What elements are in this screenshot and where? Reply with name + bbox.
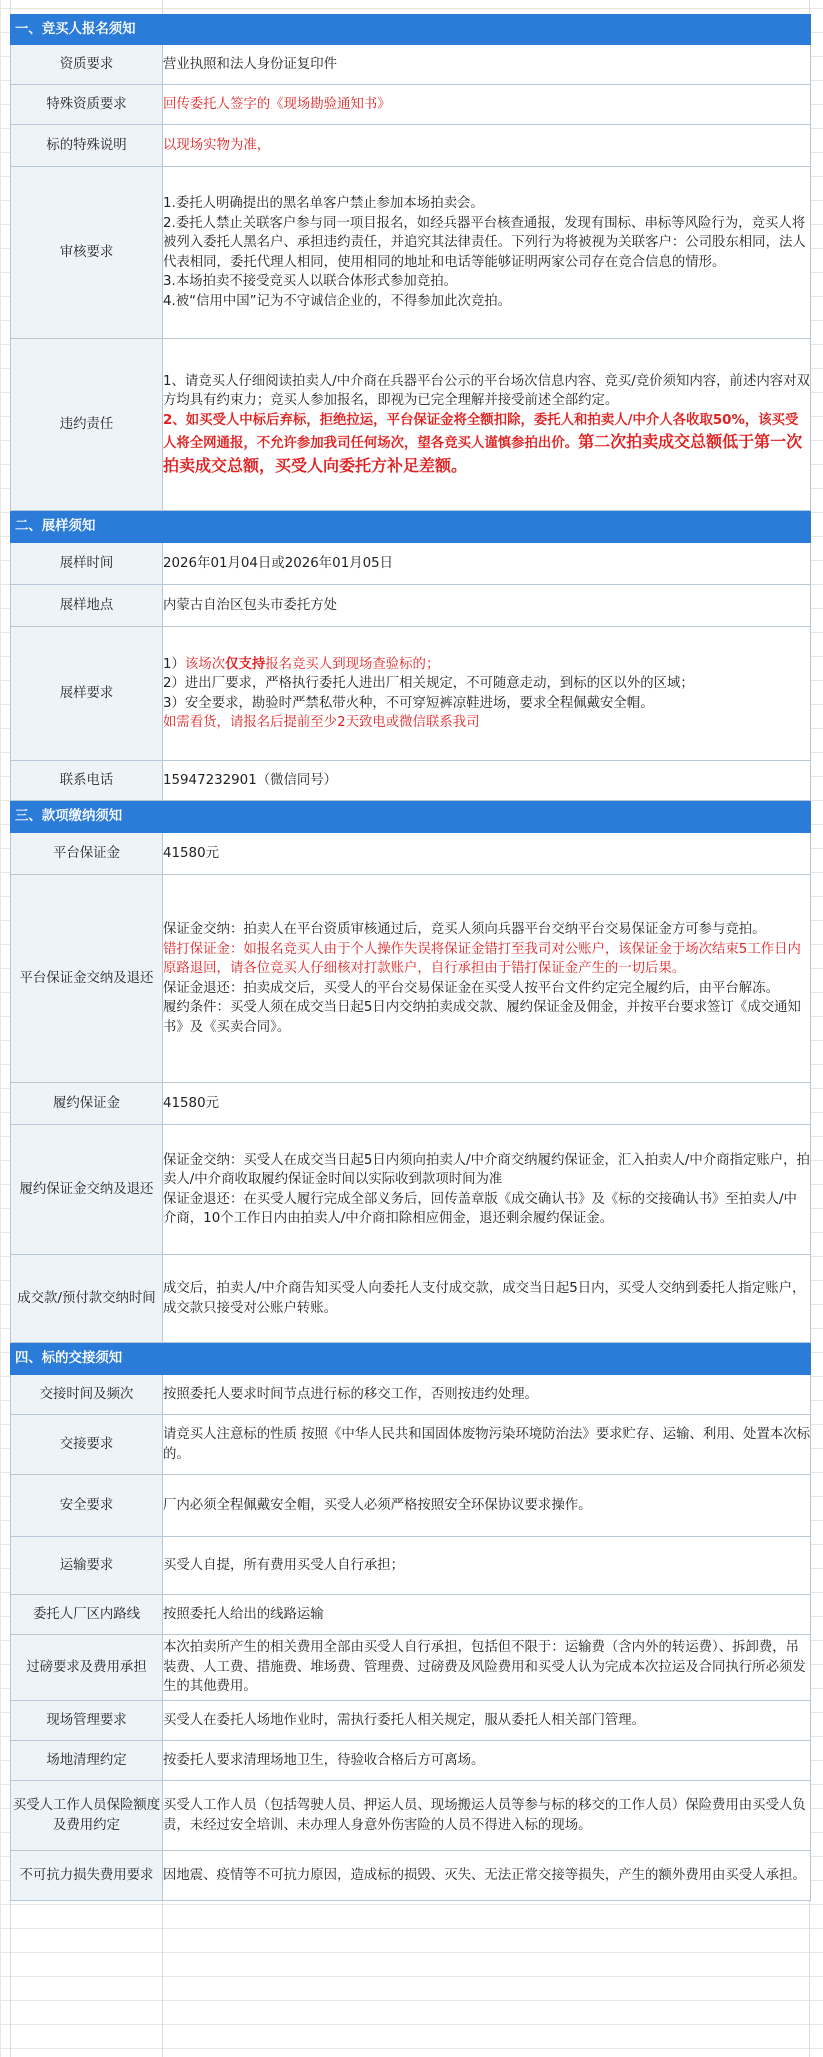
row-label: 成交款/预付款交纳时间 <box>11 1255 163 1343</box>
row-label: 买受人工作人员保险额度及费用约定 <box>11 1781 163 1851</box>
row-label: 平台保证金 <box>11 833 163 875</box>
deposit-line-red: 错打保证金：如报名竞买人由于个人操作失误将保证金错打至我司对公账户，该保证金于场次结束5工作日内原路退回，请各位竞买人仔细核对打款账户，自行承担由于错打保证金产生的一切后果。 <box>163 941 801 976</box>
row-value: 营业执照和法人身份证复印件 <box>163 45 811 85</box>
section-header-payment <box>11 801 811 833</box>
row-label: 资质要求 <box>11 45 163 85</box>
row-payment-time <box>11 1255 811 1343</box>
deposit-line: 保证金退还：拍卖成交后，买受人的平台交易保证金在买受人按平台文件约定完全履约后，由平台解冻。 <box>163 980 779 996</box>
row-force-majeure <box>11 1851 811 1901</box>
row-value: 41580元 <box>163 833 811 875</box>
row-value: 以现场实物为准， <box>163 125 811 167</box>
row-label: 展样时间 <box>11 543 163 585</box>
view-req-line-4: 如需看货，请报名后提前至少2天致电或微信联系我司 <box>163 715 480 730</box>
row-special-note <box>11 125 811 167</box>
row-label: 标的特殊说明 <box>11 125 163 167</box>
row-label: 展样要求 <box>11 627 163 761</box>
row-label: 场地清理约定 <box>11 1741 163 1781</box>
deposit-line: 履约条件：买受人须在成交当日起5日内交纳拍卖成交款、履约保证金及佣金，并按平台要求签订《成交通知书》及《买卖合同》。 <box>163 1000 801 1035</box>
row-value <box>163 875 811 1083</box>
view-req-line-1 <box>163 655 810 675</box>
auction-notice-table <box>10 14 811 1901</box>
row-transport <box>11 1537 811 1595</box>
view-req-bold: 仅支持 <box>225 656 266 672</box>
row-value: 买受人工作人员（包括驾驶人员、押运人员、现场搬运人员等参与标的移交的工作人员）保险费用由买受人负责，未经过安全培训、未办理人身意外伤害险的人员不得进入标的现场。 <box>163 1781 811 1851</box>
row-site-mgmt <box>11 1701 811 1741</box>
row-route <box>11 1595 811 1635</box>
section-title: 三、款项缴纳须知 <box>11 801 811 833</box>
row-value: 买受人自提，所有费用买受人自行承担； <box>163 1537 811 1595</box>
row-value: 内蒙古自治区包头市委托方处 <box>163 585 811 627</box>
row-platform-deposit <box>11 833 811 875</box>
perf-line: 保证金退还：在买受人履行完成全部义务后，回传盖章版《成交确认书》及《标的交接确认书》至拍卖人/中介商，10个工作日内由拍卖人/中介商扣除相应佣金，退还剩余履约保证金。 <box>163 1191 797 1226</box>
row-value: 成交后，拍卖人/中介商告知买受人向委托人支付成交款，成交当日起5日内，买受人交纳到委托人指定账户，成交款只接受对公账户转账。 <box>163 1255 811 1343</box>
section-title: 四、标的交接须知 <box>11 1343 811 1375</box>
row-performance-deposit-pay <box>11 1125 811 1255</box>
row-platform-deposit-pay <box>11 875 811 1083</box>
row-label: 现场管理要求 <box>11 1701 163 1741</box>
row-cleanup <box>11 1741 811 1781</box>
section-header-registration <box>11 15 811 45</box>
row-label: 履约保证金交纳及退还 <box>11 1125 163 1255</box>
row-label: 审核要求 <box>11 167 163 339</box>
breach-line-2 <box>163 411 810 478</box>
review-line: 3.本场拍卖不接受竞买人以联合体形式参加竞拍。 <box>163 274 457 289</box>
row-value: 请竞买人注意标的性质 按照《中华人民共和国固体废物污染环境防治法》要求贮存、运输、利用、处置本次标的。 <box>163 1415 811 1475</box>
review-line: 4.被“信用中国”记为不守诚信企业的，不得参加此次竞拍。 <box>163 293 512 309</box>
review-line: 2.委托人禁止关联客户参与同一项目报名，如经兵器平台核查通报，发现有围标、串标等风险行为，竞买人将被列入委托人黑名户、承担违约责任，并追究其法律责任。下列行为将被视为关联客户：公司股东相同，法人代表相同，委托代理人相同，使用相同的地址和电话等能够证明两家公司存在竞合信息的情形。 <box>163 215 806 270</box>
row-insurance <box>11 1781 811 1851</box>
row-label: 履约保证金 <box>11 1083 163 1125</box>
row-value <box>163 167 811 339</box>
row-label: 违约责任 <box>11 339 163 511</box>
row-label: 安全要求 <box>11 1475 163 1537</box>
row-label: 交接时间及频次 <box>11 1375 163 1415</box>
section-title: 一、竞买人报名须知 <box>11 15 811 45</box>
perf-line: 保证金交纳：买受人在成交当日起5日内须向拍卖人/中介商交纳履约保证金，汇入拍卖人/中介商指定账户，拍卖人/中介商收取履约保证金时间以实际收到款项时间为准 <box>163 1152 810 1187</box>
row-value: 2026年01月04日或2026年01月05日 <box>163 543 811 585</box>
row-handover-req <box>11 1415 811 1475</box>
row-value: 回传委托人签字的《现场勘验通知书》 <box>163 85 811 125</box>
row-value <box>163 339 811 511</box>
row-view-requirements <box>11 627 811 761</box>
row-value: 按照委托人要求时间节点进行标的移交工作，否则按违约处理。 <box>163 1375 811 1415</box>
review-line: 1.委托人明确提出的黑名单客户禁止参加本场拍卖会。 <box>163 196 484 211</box>
breach-line-3: 第二次拍卖成交总额低于第一次拍卖成交总额，买受人向委托方补足差额。 <box>163 432 803 475</box>
row-value <box>163 627 811 761</box>
row-special-qualification <box>11 85 811 125</box>
row-handover-time <box>11 1375 811 1415</box>
row-weighing <box>11 1635 811 1701</box>
deposit-line: 保证金交纳：拍卖人在平台资质审核通过后，竞买人须向兵器平台交纳平台交易保证金方可参与竞拍。 <box>163 922 766 937</box>
breach-line-1: 1、请竞买人仔细阅读拍卖人/中介商在兵器平台公示的平台场次信息内容、竞买/竞价须知内容，前述内容对双方均具有约束力；竞买人参加报名，即视为已完全理解并接受前述全部约定。 <box>163 373 810 409</box>
row-view-time <box>11 543 811 585</box>
row-value: 本次拍卖所产生的相关费用全部由买受人自行承担，包括但不限于：运输费（含内外的转运费）、拆卸费，吊装费、人工费、措施费、堆场费、管理费、过磅费及风险费用和买受人认为完成本次拉运及合同执行所必须发生的其他费用。 <box>163 1635 811 1701</box>
view-req-prefix: 1） <box>163 656 185 672</box>
row-label: 过磅要求及费用承担 <box>11 1635 163 1701</box>
row-label: 交接要求 <box>11 1415 163 1475</box>
section-header-handover <box>11 1343 811 1375</box>
section-title: 二、展样须知 <box>11 511 811 543</box>
row-label: 特殊资质要求 <box>11 85 163 125</box>
row-performance-deposit <box>11 1083 811 1125</box>
row-label: 委托人厂区内路线 <box>11 1595 163 1635</box>
row-qualification <box>11 45 811 85</box>
section-header-viewing <box>11 511 811 543</box>
row-breach <box>11 339 811 511</box>
breach-line-2-text: 2、如买受人中标后弃标，拒绝拉运，平台保证金将全额扣除，委托人和拍卖人/中介人各收取50%，该买受人将全网通报，不允许参加我司任何场次，望各竞买人谨慎参拍出价。 <box>163 412 799 452</box>
row-view-location <box>11 585 811 627</box>
row-value <box>163 1125 811 1255</box>
row-label: 平台保证金交纳及退还 <box>11 875 163 1083</box>
view-req-line-2: 2）进出厂要求，严格执行委托人进出厂相关规定，不可随意走动，到标的区以外的区域； <box>163 676 694 691</box>
row-phone <box>11 761 811 801</box>
row-label: 联系电话 <box>11 761 163 801</box>
row-value: 因地震、疫情等不可抗力原因，造成标的损毁、灭失、无法正常交接等损失，产生的额外费用由买受人承担。 <box>163 1851 811 1901</box>
row-label: 展样地点 <box>11 585 163 627</box>
row-value: 买受人在委托人场地作业时，需执行委托人相关规定，服从委托人相关部门管理。 <box>163 1701 811 1741</box>
view-req-red-2: 报名竞买人到现场查验标的； <box>265 656 440 672</box>
row-label: 运输要求 <box>11 1537 163 1595</box>
row-review <box>11 167 811 339</box>
row-value: 41580元 <box>163 1083 811 1125</box>
view-req-red: 该场次 <box>184 656 226 672</box>
view-req-line-3: 3）安全要求，勘验时严禁私带火种，不可穿短裤凉鞋进场，要求全程佩戴安全帽。 <box>163 695 654 711</box>
row-label: 不可抗力损失费用要求 <box>11 1851 163 1901</box>
row-value: 按照委托人给出的线路运输 <box>163 1595 811 1635</box>
row-value: 15947232901（微信同号） <box>163 761 811 801</box>
row-safety <box>11 1475 811 1537</box>
row-value: 按委托人要求清理场地卫生，待验收合格后方可离场。 <box>163 1741 811 1781</box>
row-value: 厂内必须全程佩戴安全帽，买受人必须严格按照安全环保协议要求操作。 <box>163 1475 811 1537</box>
